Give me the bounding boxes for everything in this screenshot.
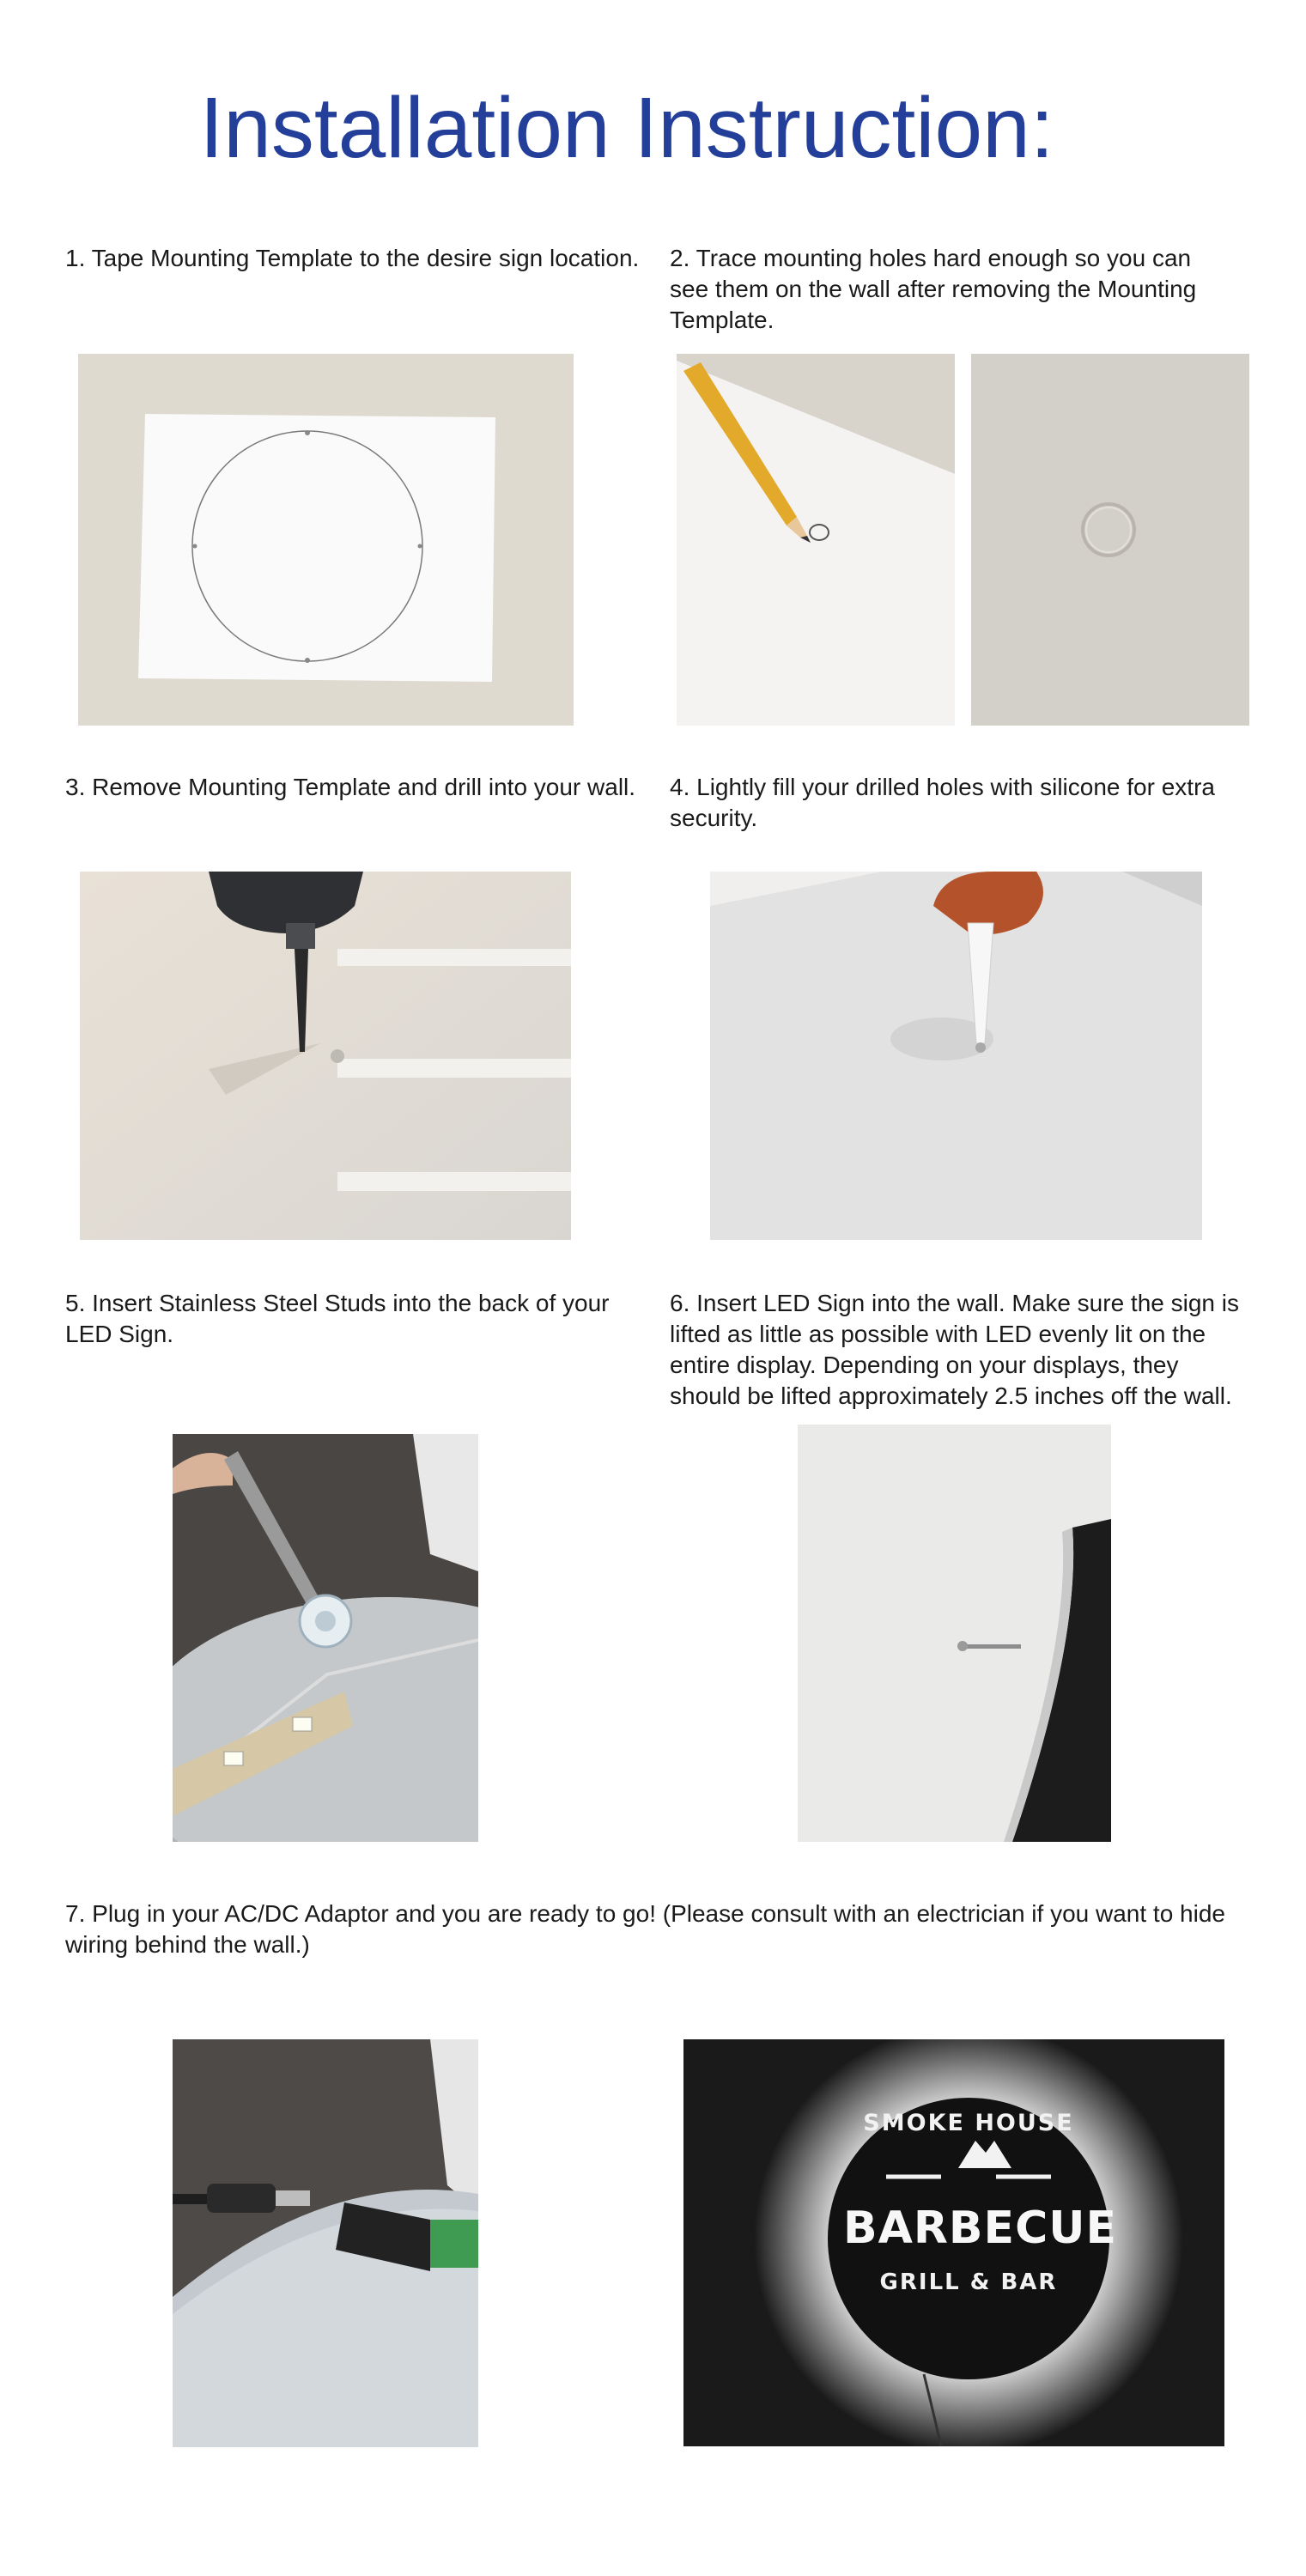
step-3-description: Remove Mounting Template and drill into your wall.	[92, 774, 636, 800]
step-7-description: Plug in your AC/DC Adaptor and you are ready to go! (Please consult with an electrician if you want to hide wiring behind the wall.)	[65, 1900, 1225, 1958]
insert-stud-photo	[173, 1434, 478, 1842]
step-5-number: 5.	[65, 1290, 86, 1316]
sign-bottom-text: GRILL & BAR	[879, 2269, 1058, 2295]
step-7-text	[65, 1899, 1250, 1960]
template-on-wall-photo	[78, 354, 574, 726]
step-6-number: 6.	[670, 1290, 690, 1316]
step-1-text	[65, 243, 658, 274]
sign-main-text: BARBECUE	[843, 2202, 1117, 2254]
step-3-text	[65, 772, 658, 803]
step-5-text	[65, 1288, 615, 1350]
step-1-description: Tape Mounting Template to the desire sign location.	[91, 245, 640, 271]
pencil-tracing-photo	[677, 354, 955, 726]
step-7-number: 7.	[65, 1900, 86, 1927]
step-4-description: Lightly fill your drilled holes with silicone for extra security.	[670, 774, 1215, 831]
step-2-number: 2.	[670, 245, 690, 271]
page-title: Installation Instruction:	[199, 80, 1054, 176]
drill-into-wall-photo	[80, 872, 571, 1240]
step-6-description: Insert LED Sign into the wall. Make sure the sign is lifted as little as possible with LED evenly lit on the entire display. Depending on your displays, they should be lifted approximately 2.5 inches off the wall.	[670, 1290, 1239, 1409]
lit-led-sign-photo	[683, 2039, 1224, 2446]
step-1-number: 1.	[65, 245, 86, 271]
dc-adaptor-plug-photo	[173, 2039, 478, 2447]
sign-top-text: SMOKE HOUSE	[863, 2110, 1074, 2136]
step-6-text	[670, 1288, 1245, 1412]
traced-circle-mark-photo	[971, 354, 1249, 726]
sign-lifted-off-wall-photo	[798, 1425, 1111, 1842]
step-5-description: Insert Stainless Steel Studs into the back of your LED Sign.	[65, 1290, 610, 1347]
silicone-fill-photo	[710, 872, 1202, 1240]
step-4-number: 4.	[670, 774, 690, 800]
step-4-text	[670, 772, 1236, 834]
step-3-number: 3.	[65, 774, 86, 800]
step-2-description: Trace mounting holes hard enough so you can see them on the wall after removing the Mounting Template.	[670, 245, 1197, 333]
step-2-text	[670, 243, 1219, 336]
